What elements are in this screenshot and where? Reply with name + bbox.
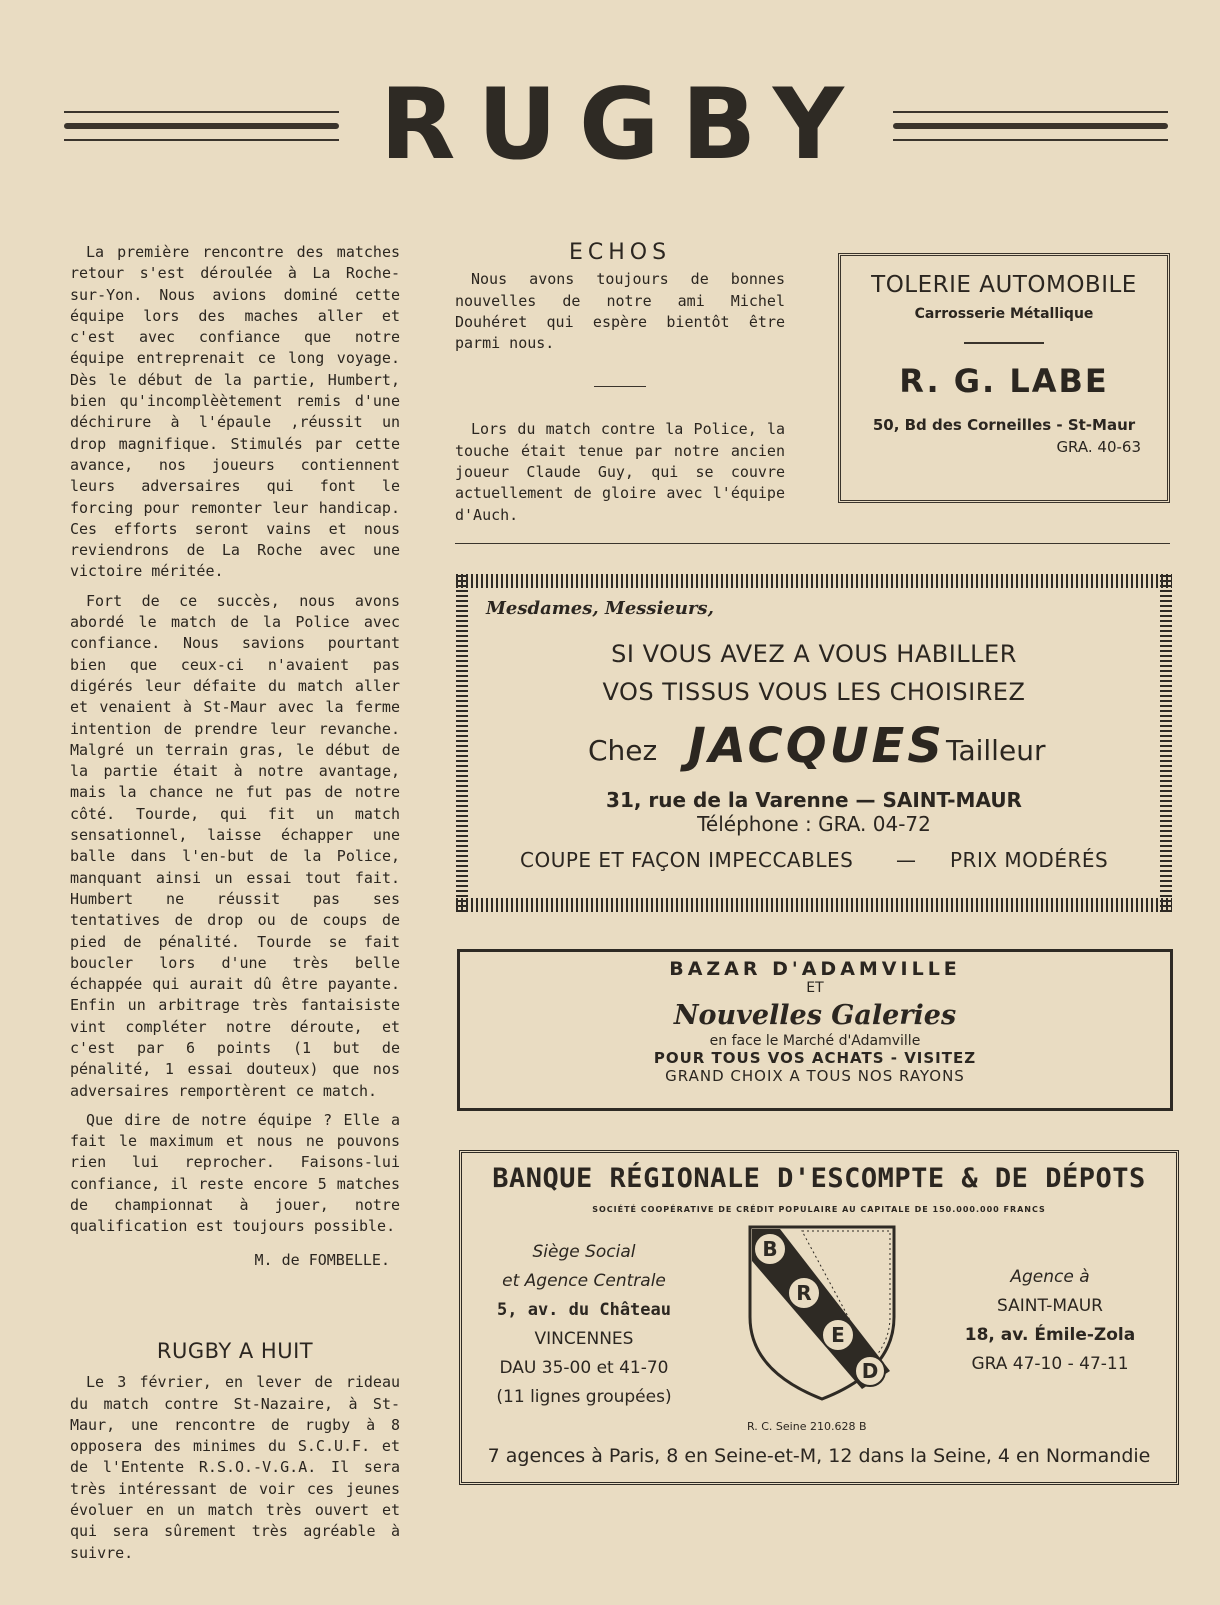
ad-banque-bred: [459, 1150, 1179, 1485]
ad-jacques-tailleur: [456, 574, 1172, 912]
article-column: [70, 242, 400, 1572]
ad-bazar-adamville: [457, 949, 1173, 1111]
ad-jacques-phone: Téléphone : GRA. 04-72: [697, 812, 931, 836]
logo-letter-d: D: [861, 1359, 879, 1383]
ad-jacques-slogan-left: COUPE ET FAÇON IMPECCABLES: [520, 848, 854, 872]
echos-item: Nous avons toujours de bonnes nouvelles de notre ami Michel Douhéret qui espère bientôt être parmi nous.: [455, 270, 785, 353]
rugby-huit-text: Le 3 février, en lever de rideau du match contre St-Nazaire, à St-Maur, une rencontre de rugby à 8 opposera des minimes du S.C.U.F. et de l'Entente R.S.O.-V.G.A. Il sera très intéressant de voir ces jeunes évoluer en un match très ouvert et qui sera sûrement très agréable à suivre.: [70, 1373, 400, 1562]
page-title: RUGBY: [380, 68, 866, 182]
article-paragraph: Fort de ce succès, nous avons abordé le match de la Police avec confiance. Nous savions pourtant bien que ceux-ci n'avaient pas digérés leur défaite du match aller et venaient à St-Maur avec la ferme intention de prendre leur revanche. Malgré un terrain gras, le début de la partie était à notre avantage, mais la chance ne fut pas de notre côté. Tourde, qui fit un match sensationnel, laisse échapper une balle dans l'en-but de la Police, manquant ainsi un essai tout fait. Humbert ne réussit pas ses tentatives de drop ou de coups de pied de pénalité. Tourde se fait boucler lors d'une très belle échappée qui aurait dû être payante. Enfin un arbitrage très fantaisiste vint compléter notre déroute, et c'est par 6 points (1 but de pénalité, 1 essai douteux) que nos adversaires remportèrent ce match.: [70, 591, 400, 1100]
ad-bazar-line2: GRAND CHOIX A TOUS NOS RAYONS: [665, 1067, 965, 1085]
bred-shield-logo: [742, 1221, 902, 1403]
ad-jacques-line1: SI VOUS AVEZ A VOUS HABILLER: [611, 640, 1017, 668]
logo-letter-r: R: [796, 1281, 812, 1305]
ad-tolerie-automobile: [838, 253, 1170, 503]
ad-banque-right-line: Agence à: [1010, 1267, 1090, 1287]
logo-letter-b: B: [762, 1237, 778, 1261]
ad-tolerie-divider: [964, 342, 1044, 344]
ad-banque-left-line: DAU 35-00 et 41-70: [499, 1358, 669, 1378]
ad-bazar-et: ET: [806, 980, 824, 996]
rugby-huit-heading: RUGBY A HUIT: [156, 1338, 314, 1363]
ad-jacques-trade: Tailleur: [946, 734, 1046, 767]
ad-tolerie-subtitle: Carrosserie Métallique: [914, 306, 1094, 322]
ad-banque-left-line: Siège Social: [532, 1242, 636, 1262]
article-paragraph: Que dire de notre équipe ? Elle a fait le maximum et nous ne pouvons rien lui reprocher. Faisons-lui confiance, il reste encore 5 matches de championnat à jouer, notre qualification est toujours possible.: [70, 1110, 400, 1236]
ad-banque-title: BANQUE RÉGIONALE D'ESCOMPTE & DE DÉPOTS: [492, 1163, 1146, 1194]
echos-item: Lors du match contre la Police, la touche était tenue par notre ancien joueur Claude Guy, qui se couvre actuellement de gloire avec l'équipe d'Auch.: [455, 420, 785, 524]
article-paragraph: La première rencontre des matches retour s'est déroulée à La Roche-sur-Yon. Nous avions dominé cette équipe lors des maches aller et c'est avec confiance que notre équipe entreprenait ce long voyage. Dès le début de la partie, Humbert, bien qu'incomplèètement remis d'une déchirure à l'épaule ,réussit un drop magnifique. Stimulés par cette avance, nos joueurs contiennent leurs adversaires qui font le forcing pour remonter leur handicap. Ces efforts seront vains et nous reviendrons de La Roche avec une victoire méritée.: [70, 243, 400, 581]
ad-banque-left-line: (11 lignes groupées): [496, 1387, 672, 1407]
ad-tolerie-name: R. G. LABE: [899, 362, 1109, 400]
ad-banque-rc: R. C. Seine 210.628 B: [747, 1420, 867, 1433]
ad-banque-right-line: 18, av. Émile-Zola: [964, 1325, 1136, 1345]
ad-jacques-slogan-dash: —: [896, 848, 916, 872]
ad-jacques-name: JACQUES: [688, 718, 945, 774]
ad-jacques-address: 31, rue de la Varenne — SAINT-MAUR: [606, 788, 1022, 812]
echos-heading: ECHOS: [568, 240, 672, 265]
ad-jacques-slogan-right: PRIX MODÉRÉS: [950, 848, 1109, 872]
ad-tolerie-title: TOLERIE AUTOMOBILE: [871, 272, 1137, 298]
section-divider: [455, 543, 1170, 544]
ad-banque-right-line: SAINT-MAUR: [997, 1296, 1103, 1316]
ad-tolerie-address: 50, Bd des Corneilles - St-Maur: [872, 416, 1136, 434]
ad-banque-right-line: GRA 47-10 - 47-11: [971, 1354, 1129, 1374]
article-signature: M. de FOMBELLE.: [254, 1250, 390, 1269]
ad-jacques-greeting: Mesdames, Messieurs,: [486, 598, 714, 619]
ad-banque-left-line: et Agence Centrale: [502, 1271, 666, 1291]
ad-banque-siege: [484, 1238, 684, 1412]
ad-banque-agence: [940, 1263, 1160, 1379]
ad-banque-footer: 7 agences à Paris, 8 en Seine-et-M, 12 dans la Seine, 4 en Normandie: [487, 1445, 1151, 1467]
echos-separator: [594, 386, 646, 387]
ad-banque-left-line: 5, av. du Château: [497, 1300, 671, 1320]
ad-tolerie-phone: GRA. 40-63: [1056, 438, 1141, 456]
ad-bazar-title: BAZAR D'ADAMVILLE: [669, 958, 961, 980]
echos-column: [455, 242, 785, 526]
ad-banque-left-line: VINCENNES: [534, 1329, 634, 1349]
ad-bazar-name: Nouvelles Galeries: [673, 1000, 957, 1031]
ad-jacques-chez: Chez: [588, 734, 658, 767]
title-ornament-left: [64, 111, 339, 141]
ad-banque-subtitle: SOCIÉTÉ COOPÉRATIVE DE CRÉDIT POPULAIRE AU CAPITALE DE 150.000.000 FRANCS: [592, 1205, 1046, 1214]
ad-bazar-line1: POUR TOUS VOS ACHATS - VISITEZ: [653, 1049, 977, 1067]
logo-letter-e: E: [831, 1323, 845, 1347]
ad-bazar-location: en face le Marché d'Adamville: [709, 1033, 921, 1049]
title-ornament-right: [893, 111, 1168, 141]
ad-jacques-line2: VOS TISSUS VOUS LES CHOISIREZ: [602, 678, 1026, 706]
